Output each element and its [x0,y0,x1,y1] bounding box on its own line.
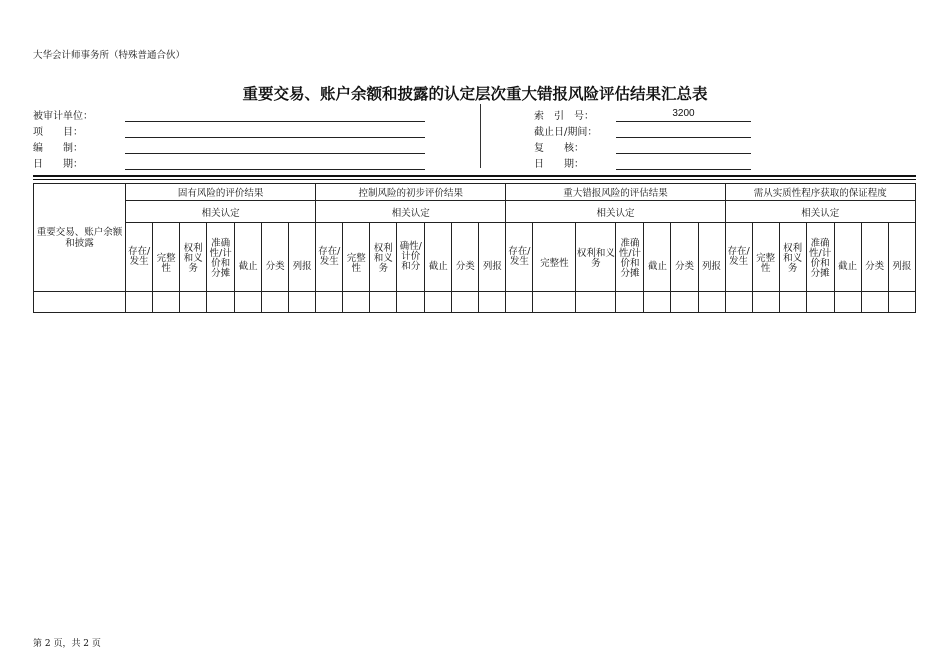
info-label: 索 引 号： [534,111,594,122]
attr-cell: 存在/发生 [506,223,533,292]
data-cell[interactable] [533,292,576,313]
data-cell[interactable] [262,292,289,313]
attr-cell: 列报 [289,223,316,292]
data-cell[interactable] [207,292,235,313]
attr-cell: 列报 [479,223,506,292]
group-inherent-risk: 固有风险的评价结果 [126,184,316,201]
account-cell[interactable] [34,292,126,313]
info-row-period [534,122,764,138]
info-label: 编 制： [33,143,83,154]
attribute-row [34,223,916,292]
data-cell[interactable] [180,292,207,313]
info-row-reviewer [534,138,764,154]
data-cell[interactable] [126,292,153,313]
sub-header-row [34,201,916,223]
info-row-review-date [534,154,764,170]
header-rule-thin [33,179,916,180]
data-cell[interactable] [698,292,725,313]
data-cell[interactable] [452,292,479,313]
sub-header: 相关认定 [725,201,915,223]
preparer-field[interactable] [125,139,425,154]
data-cell[interactable] [506,292,533,313]
info-label: 日 期： [534,159,584,170]
group-header-row [34,184,916,201]
attr-cell: 确性/计价和分 [397,223,425,292]
table-row [34,292,916,313]
info-label: 日 期： [33,159,83,170]
row-header: 重要交易、账户余额和披露 [34,184,126,292]
attr-cell: 完整性 [533,223,576,292]
group-material-misstatement: 重大错报风险的评估结果 [506,184,725,201]
attr-cell: 权利和义务 [779,223,806,292]
data-cell[interactable] [671,292,698,313]
attr-cell: 截止 [834,223,861,292]
sub-header: 相关认定 [126,201,316,223]
info-row-date [33,154,433,170]
review-date-field[interactable] [616,155,751,170]
page-footer: 第 2 页，共 2 页 [33,639,101,649]
data-cell[interactable] [425,292,452,313]
info-label: 复 核： [534,143,584,154]
header-rule [33,175,916,177]
info-row-index [534,106,764,122]
data-cell[interactable] [725,292,752,313]
data-cell[interactable] [616,292,644,313]
group-assurance-level: 需从实质性程序获取的保证程度 [725,184,915,201]
data-cell[interactable] [235,292,262,313]
page-title: 重要交易、账户余额和披露的认定层次重大错报风险评估结果汇总表 [242,85,708,103]
attr-cell: 准确性/计价和分摊 [207,223,235,292]
attr-cell: 完整性 [752,223,779,292]
data-cell[interactable] [370,292,397,313]
reviewer-field[interactable] [616,139,751,154]
info-row-project [33,122,433,138]
attr-cell: 权利和义务 [576,223,616,292]
attr-cell: 完整性 [343,223,370,292]
group-control-risk: 控制风险的初步评价结果 [316,184,506,201]
attr-cell: 分类 [262,223,289,292]
data-cell[interactable] [479,292,506,313]
info-divider [480,104,481,168]
info-label: 截止日/期间： [534,127,598,138]
attr-cell: 截止 [235,223,262,292]
attr-cell: 截止 [425,223,452,292]
attr-cell: 完整性 [153,223,180,292]
index-field[interactable]: 3200 [616,107,751,122]
attr-cell: 存在/发生 [725,223,752,292]
assessment-table [33,183,916,313]
data-cell[interactable] [576,292,616,313]
sub-header: 相关认定 [316,201,506,223]
data-cell[interactable] [644,292,671,313]
attr-cell: 分类 [861,223,888,292]
attr-cell: 权利和义务 [370,223,397,292]
info-right [534,106,764,170]
data-cell[interactable] [752,292,779,313]
info-row-auditee [33,106,433,122]
attr-cell: 准确性/计价和分摊 [806,223,834,292]
info-label: 项 目： [33,127,83,138]
attr-cell: 列报 [698,223,725,292]
period-field[interactable] [616,123,751,138]
data-cell[interactable] [289,292,316,313]
data-cell[interactable] [316,292,343,313]
info-left [33,106,433,170]
data-cell[interactable] [888,292,915,313]
attr-cell: 截止 [644,223,671,292]
project-field[interactable] [125,123,425,138]
attr-cell: 分类 [671,223,698,292]
info-row-preparer [33,138,433,154]
data-cell[interactable] [153,292,180,313]
data-cell[interactable] [806,292,834,313]
data-cell[interactable] [834,292,861,313]
attr-cell: 存在/发生 [316,223,343,292]
info-label: 被审计单位： [33,111,93,122]
attr-cell: 分类 [452,223,479,292]
attr-cell: 准确性/计价和分摊 [616,223,644,292]
data-cell[interactable] [861,292,888,313]
data-cell[interactable] [397,292,425,313]
date-field[interactable] [125,155,425,170]
firm-name: 大华会计师事务所（特殊普通合伙） [33,50,186,61]
data-cell[interactable] [779,292,806,313]
attr-cell: 权利和义务 [180,223,207,292]
attr-cell: 列报 [888,223,915,292]
attr-cell: 存在/发生 [126,223,153,292]
sub-header: 相关认定 [506,201,725,223]
data-cell[interactable] [343,292,370,313]
auditee-field[interactable] [125,107,425,122]
